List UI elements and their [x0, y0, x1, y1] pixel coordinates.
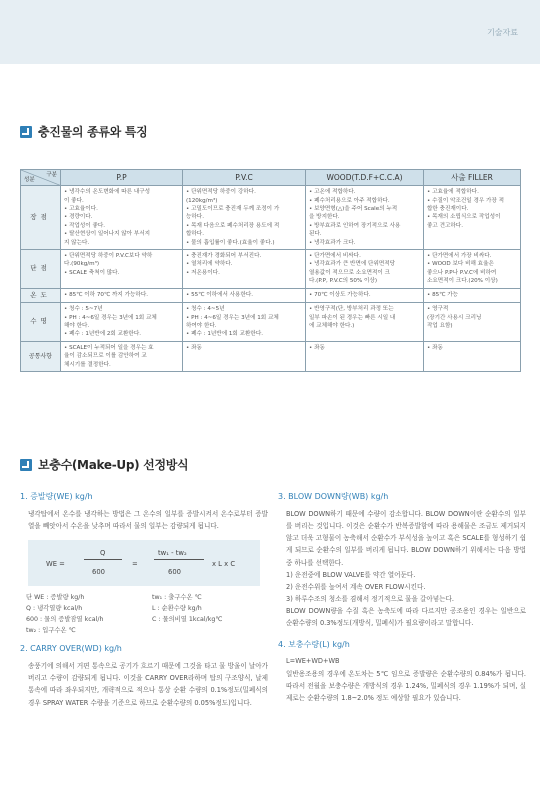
section-title-text: 보충수(Make-Up) 선정방식: [38, 458, 189, 472]
cell-line: • 55℃ 이하에서 사용한다.: [186, 291, 254, 298]
cell-line: 능하다.: [186, 214, 204, 221]
cell-line: 체시기를 결정한다.: [64, 361, 111, 368]
cell-line: • 고온에 적합하다.: [309, 189, 356, 196]
column-header: P.P: [61, 170, 183, 186]
checkmark-box-icon: [20, 126, 32, 138]
table-cell: [306, 303, 424, 342]
filler-comparison-table: [20, 169, 521, 372]
makeup-paragraph: 일반용조용의 경우에 온도차는 5℃ 임으로 증발량은 순환수량의 0.84%가 됩니다. 따라서 전월을 보충수량은 개방식의 경우 1.24%, 밀폐식의 경우 1.19%가 되며, 실제로는 순환수량의 1.8~2.0% 정도 예상할 필요가 있습니다.: [286, 669, 526, 703]
fraction-bar: [84, 559, 122, 560]
table-cell: [424, 341, 521, 371]
formula-denominator: 600: [168, 568, 181, 577]
cell-line: 다.(90kg/m³): [64, 261, 100, 268]
table-row: [21, 303, 521, 342]
cell-line: • 방부효과로 인하여 장기적으로 사용: [309, 222, 401, 229]
cell-line: • 단위면적당 하중이 강하다.: [186, 189, 256, 196]
list-item: 1) 운전중에 BLOW VALVE를 약간 열어둔다.: [286, 570, 416, 579]
cell-line: • 85℃ 이하 70℃ 까지 가능하다.: [64, 291, 148, 298]
blowdown-heading: 3. BLOW DOWN량(WB) kg/h: [278, 492, 389, 501]
cell-line: • 열처리에 약하다.: [186, 261, 233, 268]
evaporation-paragraph: 냉각탑에서 온수를 냉각하는 방법은 그 온수의 일부를 증발시켜서 온수로부터 증발열을 빼앗아서 수온을 낮추며 따라서 물의 일부는 감량되게 됩니다.: [28, 509, 268, 530]
section-title-fillers: [20, 123, 147, 140]
row-header: 장점: [21, 186, 61, 250]
formula-we: WE =: [46, 560, 65, 569]
table-cell: [183, 249, 306, 288]
blowdown-methods-list: [278, 569, 526, 606]
cell-line: 좋으나 P.P나 P.V.C에 비하여: [427, 269, 497, 276]
table-corner: [21, 170, 61, 186]
row-header: 공통사항: [21, 341, 61, 371]
cell-line: 에 교체해야 한다.): [309, 323, 355, 330]
cell-line: 지 않는다.: [64, 239, 90, 246]
section-title-text: 충진물의 종류와 특징: [38, 125, 148, 139]
cell-line: • 충진재가 경화되어 부서진다.: [186, 252, 262, 259]
cell-line: • 좌동: [309, 344, 325, 351]
carryover-heading: 2. CARRY OVER(WD) kg/h: [20, 644, 122, 654]
table-row: [21, 186, 521, 250]
cell-line: • 목재의 소립식으로 작업성이: [427, 214, 501, 221]
definition-item: tw₁ : 출구수온 ℃: [152, 594, 202, 602]
cell-line: • 경량이다.: [64, 214, 93, 221]
cell-line: • 반영구적(단, 방부처리 과정 또는: [309, 306, 394, 313]
cell-line: • 단위면적당 하중이 P.V.C보다 약하: [64, 252, 153, 259]
cell-line: • PH : 4~6일 경우는 3년에 1회 교체: [186, 314, 279, 321]
blowdown-paragraph: BLOW DOWN하기 때문에 수량이 감소합니다. BLOW DOWN이란 순환수의 일부를 버리는 것입니다. 이것은 순환수가 반복증발함에 따라 용해물은 조금도 제거되지 않고 더욱 고형물이 농축해서 순환수가 부식성을 높이고 혹은 SCALE를 형성하기 쉽게 되므로 순환수의 일부를 버리게 됩니다. BLOW DOWN하기 위해서는 다음 방법 중 하나를 선택한다.: [286, 509, 526, 567]
table-cell: [183, 186, 306, 250]
table-cell: [306, 288, 424, 303]
table-cell: [306, 186, 424, 250]
cell-line: • 청수 : 4~5년: [186, 306, 225, 313]
cell-line: 좋고 견고하다.: [427, 222, 463, 229]
cell-line: • 물의 흡입률이 좋다.(효율이 좋다.): [186, 239, 275, 246]
definition-item: L : 순환수량 kg/h: [152, 605, 202, 613]
carryover-paragraph: 송풍기에 의해서 거편 통속으로 공기가 흐르기 때문에 그것을 타고 물 방울이 날아가 버리고 수량이 감량되게 됩니다. 이것을 CARRY OVER라하며 탑의 구조양식, 날제통속에 따라 좌우되지만, 개략적으로 적으나 통상 순환 수량의 0.1%정도(밀폐식의 경우 SPRAY WATER 수량을 기준으로 하므로 순환수량의 0.05%정도)입니다.: [28, 662, 268, 707]
cell-line: 다.(P.P, P.V.C의 50% 이상): [309, 278, 378, 285]
cell-line: • 목재 다음으로 폐수처리장 용도에 적: [186, 222, 280, 229]
table-cell: [424, 249, 521, 288]
table-cell: [183, 341, 306, 371]
table-row: [21, 288, 521, 303]
makeup-heading: 4. 보충수량(L) kg/h: [278, 639, 350, 649]
corner-label-component: 성분: [24, 177, 35, 183]
formula-numerator-tw: tw₁ - tw₂: [158, 549, 187, 558]
table-row: [21, 341, 521, 371]
cell-line: • 좌동: [427, 344, 443, 351]
row-header: 단점: [21, 249, 61, 288]
fraction-bar: [154, 559, 204, 560]
cell-line: • 고효율에 적합하다.: [427, 189, 479, 196]
corner-label-category: 구분: [46, 172, 57, 178]
cell-line: • 좌동: [186, 344, 202, 351]
table-cell: [61, 186, 183, 250]
makeup-formula: L=WE+WD+WB: [286, 657, 340, 666]
list-item: 3) 하루수조의 청소를 겸해서 정기적으로 물을 갈아넣는다.: [286, 595, 454, 604]
cell-line: • 고효율이다.: [64, 206, 98, 213]
cell-line: • 냉각효과가 큰 반면에 단위면적당: [309, 261, 396, 268]
table-cell: [183, 303, 306, 342]
cell-line: • 단가면에서 가장 비싸다.: [427, 252, 492, 259]
cell-line: • 보양면형(△)을 주어 Scale의 누적: [309, 206, 398, 213]
cell-line: • 수질이 악조건일 경우 가장 적: [427, 197, 505, 204]
formula-tail: x L x C: [212, 560, 236, 569]
table-cell: [424, 186, 521, 250]
formula-definitions: [26, 592, 268, 636]
cell-line: 일부 파손이 된 경우는 빠른 시일 내: [309, 314, 396, 321]
cell-line: 된다.: [309, 231, 322, 238]
cell-line: • WOOD 보다 비해 효율은: [427, 261, 494, 268]
blowdown-paragraph-2: BLOW DOWN량을 수질 혹은 농축도에 따라 다르지만 공조용인 경우는 일반으로 순환수량의 0.3%정도(개방식, 밀폐식)가 필요량이라고 말합니다.: [286, 607, 526, 628]
cell-line: • 폐수처리용으로 아주 적합하다.: [309, 197, 390, 204]
table-cell: [61, 288, 183, 303]
row-header: 온도: [21, 288, 61, 303]
table-header-row: [21, 170, 521, 186]
cell-line: • 고밀도이므로 충진재 두께 조정이 가: [186, 206, 280, 213]
cell-line: • 작업성이 좋다.: [64, 222, 106, 229]
cell-line: 합한 충진재이다.: [427, 206, 469, 213]
header-label: 기술자료: [487, 28, 518, 37]
definition-item: Q : 냉각열량 kcal/h: [26, 605, 83, 613]
column-header: 사출 FILLER: [424, 170, 521, 186]
column-header: P.V.C: [183, 170, 306, 186]
evaporation-formula: [28, 540, 260, 586]
table-cell: [424, 288, 521, 303]
cell-line: • SCALE 축척이 많다.: [64, 269, 120, 276]
cell-line: 작업 요함): [427, 323, 453, 330]
formula-numerator-q: Q: [100, 549, 106, 558]
checkmark-box-icon: [20, 459, 32, 471]
cell-line: (120kg/m³): [186, 197, 218, 204]
table-cell: [61, 303, 183, 342]
table-cell: [306, 249, 424, 288]
row-header: 수명: [21, 303, 61, 342]
evaporation-heading: 1. 증발량(WE) kg/h: [20, 492, 93, 501]
cell-line: • 폐수 : 1년반에 2회 교환한다.: [64, 331, 142, 338]
cell-line: (장기간 사용시 크리닝: [427, 314, 482, 321]
table-cell: [61, 249, 183, 288]
cell-line: • 탈산현상이 일어나지 않아 부서지: [64, 231, 151, 238]
cell-line: • 영구적: [427, 306, 449, 313]
left-column: [20, 490, 268, 709]
cell-line: • 저온용이다.: [186, 269, 220, 276]
table-cell: [61, 341, 183, 371]
cell-line: • SCALE이 누적되어 일을 경우는 효: [64, 344, 154, 351]
definition-item: 600 : 물의 증발잠열 kcal/h: [26, 616, 104, 624]
formula-denominator: 600: [92, 568, 105, 577]
definition-item: C : 물의비열 1kcal/kg℃: [152, 616, 223, 624]
cell-line: • 85℃ 가능: [427, 291, 459, 298]
section-title-makeup: [20, 456, 188, 473]
table-cell: [424, 303, 521, 342]
cell-line: 이 좋다.: [64, 197, 84, 204]
table-cell: [183, 288, 306, 303]
column-header: WOOD(T.D.F+C.C.A): [306, 170, 424, 186]
cell-line: 소요면적이 크다.(20% 이상): [427, 278, 498, 285]
cell-line: 열용값이 적으므로 소요면적이 크: [309, 269, 390, 276]
cell-line: • 청수 : 5~7년: [64, 306, 103, 313]
cell-line: • PH : 4~6일 경우는 3년에 1회 교체: [64, 314, 157, 321]
cell-line: 합하다.: [186, 231, 204, 238]
header-band: [0, 0, 540, 64]
formula-equals: =: [132, 560, 138, 569]
cell-line: 을 방지한다.: [309, 214, 340, 221]
right-column: [278, 490, 526, 704]
cell-line: 율이 감소되므로 이를 감안하여 교: [64, 353, 147, 360]
cell-line: • 70℃ 이상도 가능하다.: [309, 291, 371, 298]
cell-line: • 단가면에서 비싸다.: [309, 252, 361, 259]
cell-line: 하여야 한다.: [186, 323, 217, 330]
table-cell: [306, 341, 424, 371]
cell-line: • 폐수 : 1년반에 1회 교환한다.: [186, 331, 264, 338]
cell-line: 해야 한다.: [64, 323, 90, 330]
cell-line: • 냉각효과가 크다.: [309, 239, 356, 246]
list-item: 2) 운전수위를 높여서 계속 OVER FLOW시킨다.: [286, 582, 426, 591]
definition-item: tw₂ : 입구수온 ℃: [26, 627, 76, 635]
table-row: [21, 249, 521, 288]
cell-line: • 냉각수의 온도변화에 따른 내구성: [64, 189, 151, 196]
definition-item: 단 WE : 증발량 kg/h: [26, 594, 85, 602]
